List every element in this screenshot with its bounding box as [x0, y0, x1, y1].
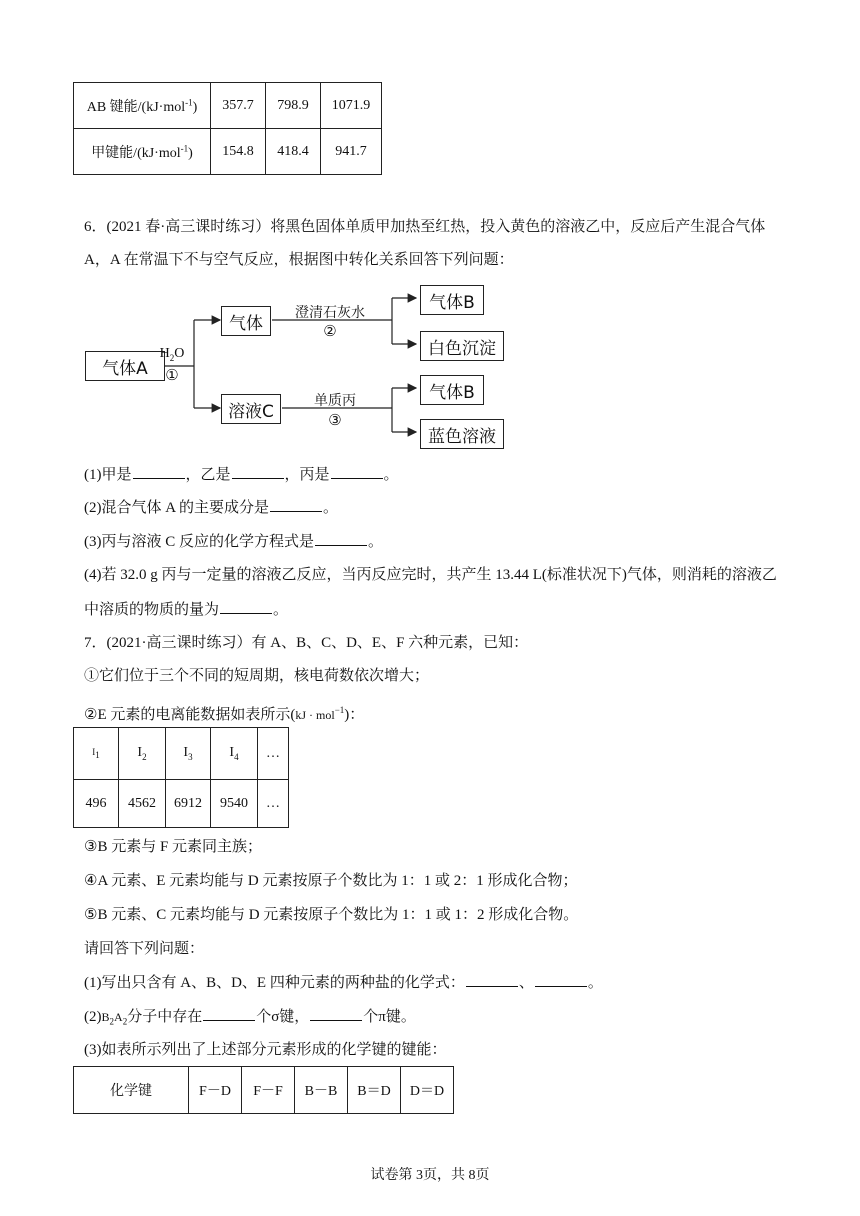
q7-condition-4: ④A 元素、E 元素均能与 D 元素按原子个数比为 1：1 或 2：1 形成化合物； [84, 873, 578, 889]
gas-b-box-1: 气体B [420, 285, 484, 315]
answer-blank[interactable] [270, 497, 322, 512]
table-cell: F－D [189, 1067, 242, 1114]
step3-number: ③ [328, 413, 342, 429]
q6-intro-1: 6．(2021 春·高三课时练习）将黑色固体单质甲加热至红热，投入黄色的溶液乙中，反应后产生混合气体 [84, 219, 766, 235]
q6-sub2: (2)混合气体 A 的主要成分是 。 [84, 497, 338, 518]
answer-blank[interactable] [232, 464, 284, 479]
answer-blank[interactable] [331, 464, 383, 479]
table-cell: 9540 [211, 780, 258, 828]
q6-intro-2: A，A 在常温下不与空气反应，根据图中转化关系回答下列问题： [84, 252, 514, 268]
element-c-label: 单质丙 [314, 394, 356, 409]
gas-b-box-2: 气体B [420, 375, 484, 405]
table-cell: 941.7 [321, 129, 382, 175]
table-cell: F－F [242, 1067, 295, 1114]
formula-b2a2: $B_2A_2$ [101, 1010, 128, 1027]
table-cell: B－B [295, 1067, 348, 1114]
q7-condition-5: ⑤B 元素、C 元素均能与 D 元素按原子个数比为 1：1 或 1：2 形成化合物。 [84, 907, 579, 923]
table-cell: B＝D [348, 1067, 401, 1114]
white-precipitate-box: 白色沉淀 [420, 331, 504, 361]
table-cell: 357.7 [211, 83, 266, 129]
q7-intro: 7．(2021·高三课时练习）有 A、B、C、D、E、F 六种元素，已知： [84, 635, 529, 651]
table-cell: 化学键 [74, 1067, 189, 1114]
answer-blank[interactable] [315, 531, 367, 546]
page-footer: 试卷第 3页，共 8页 [370, 1168, 490, 1183]
bond-type-table [73, 1066, 454, 1114]
table-row [74, 129, 382, 175]
table-cell: AB 键能/(kJ·mol$^{-1}$) [74, 83, 211, 129]
table-cell: 418.4 [266, 129, 321, 175]
table-cell: D＝D [401, 1067, 454, 1114]
answer-blank[interactable] [466, 972, 518, 987]
gas-box: 气体 [221, 306, 271, 336]
table-row [74, 83, 382, 129]
q6-sub1: (1)甲是 ，乙是 ，丙是 。 [84, 464, 399, 485]
answer-blank[interactable] [133, 464, 185, 479]
q7-sub2: $(2)B_2A_2$分子中存在 个σ键， 个π键。 [84, 1006, 416, 1031]
solution-c-box: 溶液C [221, 394, 281, 424]
table-cell: 496 [74, 780, 119, 828]
q6-sub3: (3)丙与溶液 C 反应的化学方程式是 。 [84, 531, 383, 552]
table-cell: 798.9 [266, 83, 321, 129]
table-cell: 1071.9 [321, 83, 382, 129]
table-cell: $I_3$ [166, 728, 211, 780]
table-cell: $I_2$ [119, 728, 166, 780]
step1-number: ① [165, 368, 179, 384]
q7-sub3: (3)如表所示列出了上述部分元素形成的化学键的键能： [84, 1042, 447, 1058]
ionization-energy-table [73, 727, 289, 828]
q7-condition-3: ③B 元素与 F 元素同主族； [84, 839, 263, 855]
q6-sub4-line2: 中溶质的物质的量为 。 [84, 599, 288, 620]
table-cell: 甲键能/(kJ·mol$^{-1}$) [74, 129, 211, 175]
q6-sub4-line1: (4)若 32.0 g 丙与一定量的溶液乙反应，当丙反应完时，共产生 13.44 L(标准状况下)气体，则消耗的溶液乙 [84, 567, 777, 583]
table-row [74, 728, 289, 780]
q7-condition-1: ①它们位于三个不同的短周期，核电荷数依次增大； [84, 668, 430, 684]
table-cell: $I_1$ [74, 728, 119, 780]
step1-reagent: $H_2O$ [159, 346, 185, 363]
bond-energy-table [73, 82, 382, 175]
step2-number: ② [323, 324, 337, 340]
gas-a-box: 气体A [85, 351, 165, 381]
table-cell: 6912 [166, 780, 211, 828]
answer-blank[interactable] [535, 972, 587, 987]
table-cell: 4562 [119, 780, 166, 828]
answer-blank[interactable] [310, 1006, 362, 1021]
limewater-label: 澄清石灰水 [295, 306, 365, 321]
table-cell: … [258, 728, 289, 780]
blue-solution-box: 蓝色溶液 [420, 419, 504, 449]
q7-prompt: 请回答下列问题： [84, 941, 205, 957]
q7-condition-2: ②E 元素的电离能数据如表所示(kJ · mol$^{-1}$)： [84, 705, 365, 723]
table-cell: 154.8 [211, 129, 266, 175]
table-cell: $I_4$ [211, 728, 258, 780]
answer-blank[interactable] [203, 1006, 255, 1021]
table-row [74, 780, 289, 828]
table-row [74, 1067, 454, 1114]
table-cell: … [258, 780, 289, 828]
q7-sub1: (1)写出只含有 A、B、D、E 四种元素的两种盐的化学式： 、 。 [84, 972, 603, 993]
answer-blank[interactable] [220, 599, 272, 614]
